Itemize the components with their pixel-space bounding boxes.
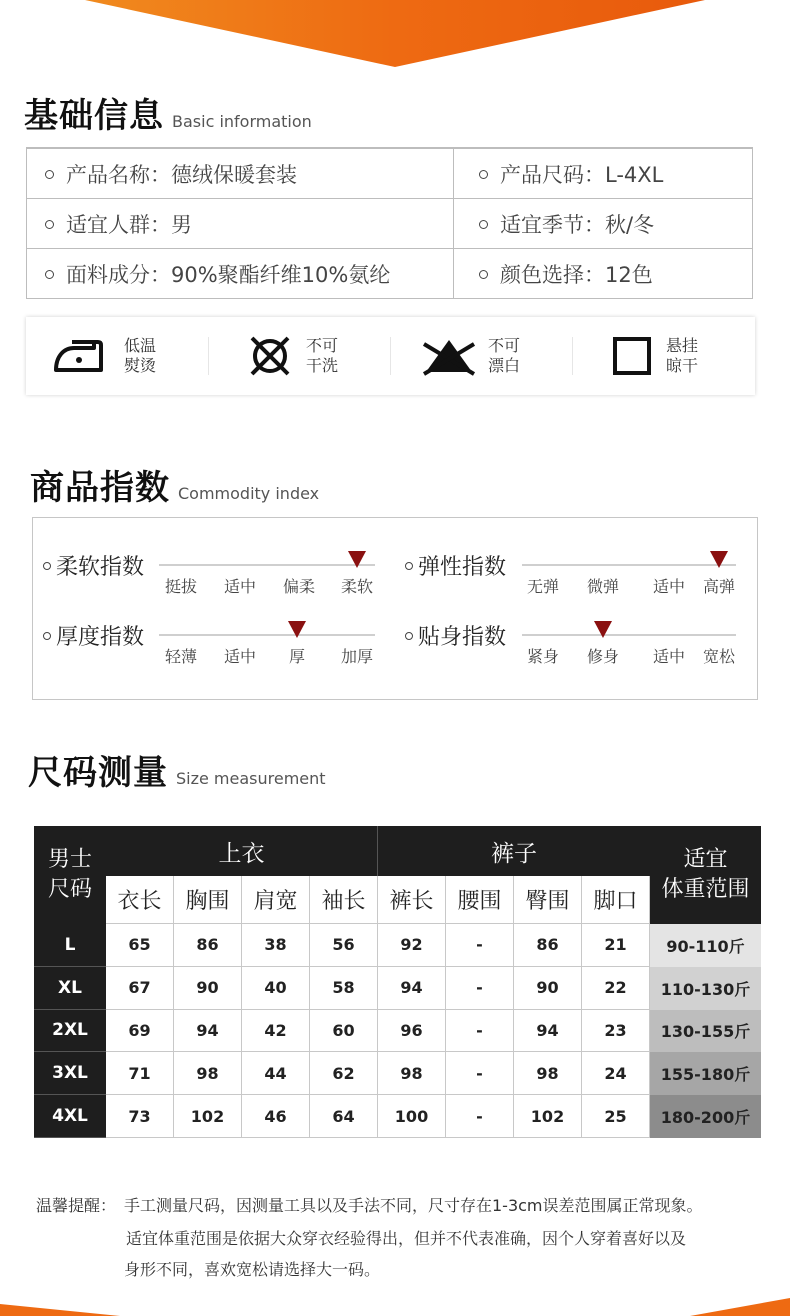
index-marker [710,551,728,568]
index-marker [594,621,612,638]
table-cell: 22 [582,967,650,1010]
column-header: 袖长 [310,876,378,924]
size-row-label: 4XL [34,1095,106,1138]
index-tick-label: 适中 [652,647,686,666]
basic-info-subtitle: Basic information [172,112,312,131]
info-cell-color: 颜色选择：12色 [479,249,653,299]
size-row-label: 2XL [34,1010,106,1053]
commodity-index-panel [32,517,758,700]
size-corner-header: 男士 尺码 [34,826,106,924]
table-cell: 98 [174,1052,242,1095]
info-row [27,148,752,198]
info-row [27,248,752,298]
table-cell: 94 [174,1010,242,1053]
table-cell: 102 [174,1095,242,1138]
table-cell: 90 [174,967,242,1010]
index-tick-label: 厚 [288,647,306,666]
basic-info-heading [24,88,312,137]
no-bleach-icon [422,334,476,378]
table-cell: 86 [514,924,582,967]
index-label: 贴身指数 [405,620,506,651]
table-cell: 56 [310,924,378,967]
column-header: 肩宽 [242,876,310,924]
table-cell: 60 [310,1010,378,1053]
index-scale-line [522,564,736,566]
weight-range-cell: 130-155斤 [650,1010,761,1053]
table-cell: 92 [378,924,446,967]
care-item-hang-dry: 悬挂 晾干 [610,317,698,395]
index-tick-label: 紧身 [526,647,560,666]
care-item-bleach: 不可 漂白 [422,317,520,395]
table-cell: 40 [242,967,310,1010]
index-label: 厚度指数 [43,620,144,651]
info-row [27,198,752,248]
table-cell: 38 [242,924,310,967]
table-cell: 23 [582,1010,650,1053]
table-cell: 94 [514,1010,582,1053]
index-scale-line [159,564,375,566]
size-table [34,826,761,1138]
table-cell: - [446,1010,514,1053]
table-cell: 67 [106,967,174,1010]
info-cell-season: 适宜季节：秋/冬 [479,199,654,249]
table-cell: 100 [378,1095,446,1138]
table-cell: 90 [514,967,582,1010]
weight-range-cell: 90-110斤 [650,924,761,967]
index-tick-label: 轻薄 [164,647,198,666]
table-cell: 21 [582,924,650,967]
size-measurement-heading [28,745,326,794]
low-temp-iron-icon [52,336,112,376]
index-tick-label: 无弹 [526,577,560,596]
commodity-index-heading [30,460,319,509]
index-label: 柔软指数 [43,550,144,581]
size-row-label: 3XL [34,1052,106,1095]
index-tick-label: 宽松 [702,647,736,666]
weight-range-cell: 180-200斤 [650,1095,761,1138]
index-tick-label: 修身 [586,647,620,666]
table-cell: 102 [514,1095,582,1138]
note-line-3: 身形不同，喜欢宽松请选择大一码。 [124,1260,381,1279]
group-header-top: 上衣 [106,826,378,876]
size-measurement-title: 尺码测量 [28,753,168,793]
index-scale-line [159,634,375,636]
index-tick-label: 高弹 [702,577,736,596]
note-line-1: 手工测量尺码，因测量工具以及手法不同，尺寸存在1-3cm误差范围属正常现象。 [124,1196,703,1215]
table-cell: 58 [310,967,378,1010]
table-cell: 73 [106,1095,174,1138]
table-cell: 44 [242,1052,310,1095]
group-header-pants: 裤子 [378,826,650,876]
care-instructions [26,317,755,395]
size-measurement-subtitle: Size measurement [176,769,326,788]
table-cell: 98 [378,1052,446,1095]
column-header: 臀围 [514,876,582,924]
column-header: 脚口 [582,876,650,924]
index-tick-label: 适中 [223,647,257,666]
table-cell: 46 [242,1095,310,1138]
weight-range-cell: 110-130斤 [650,967,761,1010]
top-banner-decoration [0,0,790,70]
table-cell: 24 [582,1052,650,1095]
table-cell: 96 [378,1010,446,1053]
commodity-index-title: 商品指数 [30,468,170,508]
index-tick-label: 微弹 [586,577,620,596]
index-marker [288,621,306,638]
column-header: 衣长 [106,876,174,924]
basic-info-table [26,147,753,299]
table-cell: 42 [242,1010,310,1053]
table-cell: - [446,924,514,967]
table-cell: 64 [310,1095,378,1138]
table-cell: 65 [106,924,174,967]
index-tick-label: 适中 [652,577,686,596]
table-cell: 62 [310,1052,378,1095]
index-tick-label: 加厚 [340,647,374,666]
table-cell: 25 [582,1095,650,1138]
table-cell: - [446,967,514,1010]
table-cell: 94 [378,967,446,1010]
column-header: 腰围 [446,876,514,924]
index-tick-label: 偏柔 [282,577,316,596]
info-cell-product-size: 产品尺码：L-4XL [479,149,663,199]
commodity-index-subtitle: Commodity index [178,484,320,503]
table-cell: 98 [514,1052,582,1095]
index-tick-label: 柔软 [340,577,374,596]
weight-range-cell: 155-180斤 [650,1052,761,1095]
basic-info-title: 基础信息 [24,96,164,136]
no-dry-clean-icon [246,334,294,378]
info-cell-target-group: 适宜人群：男 [45,199,192,249]
care-item-iron: 低温 熨烫 [52,317,156,395]
table-cell: - [446,1095,514,1138]
hang-dry-icon [610,334,654,378]
note-line-2: 适宜体重范围是依据大众穿衣经验得出，但并不代表准确，因个人穿着喜好以及 [126,1229,687,1248]
index-marker [348,551,366,568]
column-header: 裤长 [378,876,446,924]
table-cell: 86 [174,924,242,967]
weight-range-header: 适宜 体重范围 [650,826,761,924]
care-item-dry-clean: 不可 干洗 [246,317,338,395]
table-cell: 71 [106,1052,174,1095]
index-scale-line [522,634,736,636]
index-label: 弹性指数 [405,550,506,581]
index-tick-label: 适中 [223,577,257,596]
size-row-label: XL [34,967,106,1010]
column-header: 胸围 [174,876,242,924]
table-cell: 69 [106,1010,174,1053]
table-cell: - [446,1052,514,1095]
info-cell-product-name: 产品名称：德绒保暖套装 [45,149,297,199]
index-tick-label: 挺拔 [164,577,198,596]
bottom-banner-decoration [0,1290,790,1316]
note-label: 温馨提醒： [36,1196,117,1215]
size-row-label: L [34,924,106,967]
info-cell-fabric: 面料成分：90%聚酯纤维10%氨纶 [45,249,390,299]
